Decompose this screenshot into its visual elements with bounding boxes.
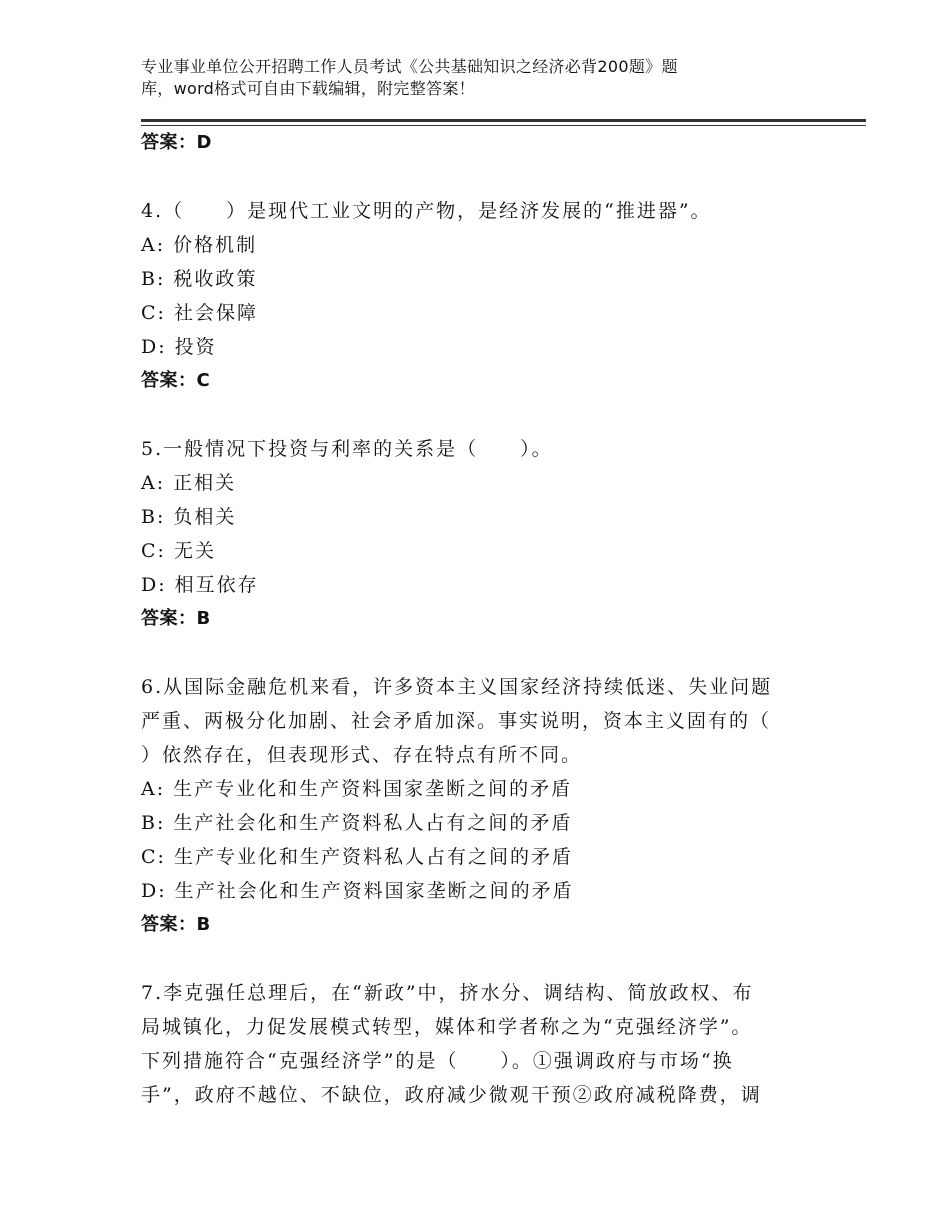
- option-a: A: 正相关: [141, 472, 237, 494]
- question-7: [141, 976, 801, 1112]
- document-header: [141, 56, 781, 100]
- question-stem-line-2: 严重、两极分化加剧、社会矛盾加深。事实说明，资本主义固有的（: [141, 710, 772, 732]
- question-4: [141, 194, 801, 398]
- option-d: D: 相互依存: [141, 574, 259, 596]
- spacer: [141, 942, 801, 976]
- question-stem-line-4: 手”，政府不越位、不缺位，政府减少微观干预②政府减税降费，调: [141, 1084, 762, 1106]
- question-stem-line-3: ）依然存在，但表现形式、存在特点有所不同。: [141, 744, 583, 766]
- header-divider-thick: [141, 119, 866, 122]
- question-6: [141, 670, 801, 942]
- question-stem-line-1: 6.从国际金融危机来看，许多资本主义国家经济持续低迷、失业问题: [141, 676, 773, 698]
- option-d: D: 生产社会化和生产资料国家垄断之间的矛盾: [141, 880, 574, 902]
- spacer: [141, 160, 801, 194]
- option-b: B: 税收政策: [141, 268, 258, 290]
- header-line-2: 库，word格式可自由下载编辑，附完整答案！: [141, 79, 475, 98]
- option-c: C: 社会保障: [141, 302, 258, 324]
- option-c: C: 无关: [141, 540, 216, 562]
- header-line-1: 专业事业单位公开招聘工作人员考试《公共基础知识之经济必背200题》题: [141, 57, 678, 76]
- answer-label: 答案：B: [141, 914, 211, 935]
- question-5: [141, 432, 801, 636]
- answer-label: 答案：B: [141, 608, 211, 629]
- question-stem: 4.（ ）是现代工业文明的产物，是经济发展的“推进器”。: [141, 200, 712, 222]
- option-d: D: 投资: [141, 336, 217, 358]
- document-body: [141, 126, 801, 1112]
- option-c: C: 生产专业化和生产资料私人占有之间的矛盾: [141, 846, 573, 868]
- answer-label: 答案：C: [141, 370, 211, 391]
- question-stem: 5.一般情况下投资与利率的关系是（ ）。: [141, 438, 553, 460]
- question-stem-line-1: 7.李克强任总理后，在“新政”中，挤水分、调结构、简放政权、布: [141, 982, 754, 1004]
- option-b: B: 生产社会化和生产资料私人占有之间的矛盾: [141, 812, 573, 834]
- option-a: A: 价格机制: [141, 234, 258, 256]
- option-a: A: 生产专业化和生产资料国家垄断之间的矛盾: [141, 778, 573, 800]
- answer-label: 答案：D: [141, 132, 212, 153]
- option-b: B: 负相关: [141, 506, 237, 528]
- question-stem-line-2: 局城镇化，力促发展模式转型，媒体和学者称之为“克强经济学”。: [141, 1016, 753, 1038]
- question-stem-line-3: 下列措施符合“克强经济学”的是（ ）。①强调政府与市场“换: [141, 1050, 734, 1072]
- spacer: [141, 636, 801, 670]
- spacer: [141, 398, 801, 432]
